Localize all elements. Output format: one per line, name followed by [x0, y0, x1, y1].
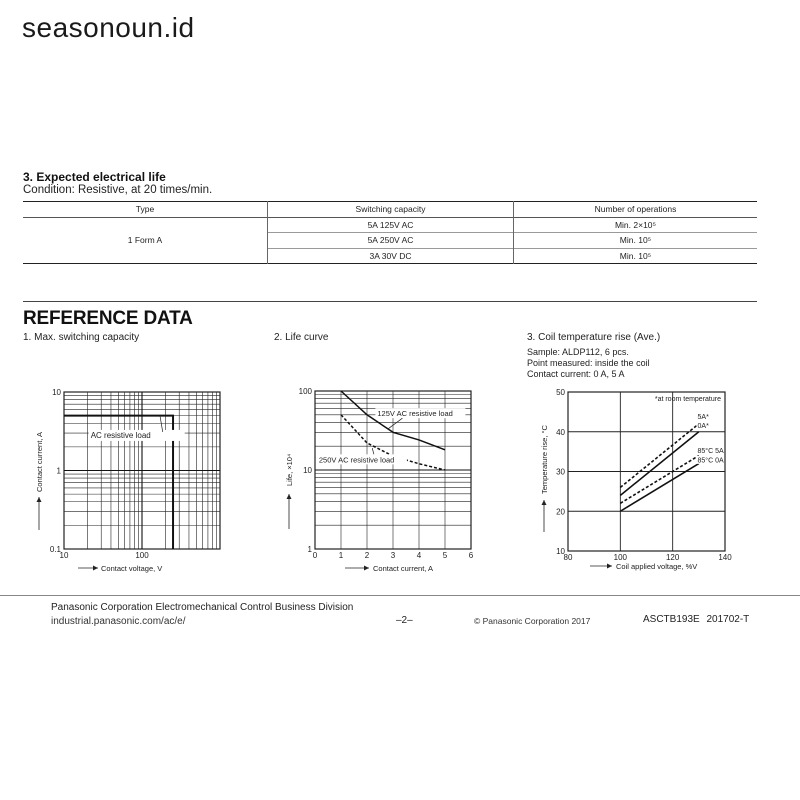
y-tick-label: 40 — [556, 427, 565, 437]
series-label: 85°C 5A — [697, 448, 724, 456]
chart3-note-sample: Sample: ALDP112, 6 pcs. — [527, 347, 629, 357]
max-switching-capacity-chart — [0, 380, 260, 580]
x-axis-arrow-head — [93, 566, 98, 571]
y-axis-arrow-head — [37, 497, 42, 502]
chart3-note-point: Point measured: inside the coil — [527, 358, 650, 368]
x-tick-label: 140 — [718, 553, 732, 562]
y-tick-label: 10 — [303, 466, 312, 475]
life-curve-chart — [265, 380, 515, 580]
y-axis-label: Contact current, A — [35, 431, 44, 492]
y-tick-label: 0.1 — [49, 545, 61, 554]
series-label: 250V AC resistive load — [318, 455, 395, 465]
x-tick-label: 3 — [390, 551, 396, 560]
chart-annotation: *at room temperature — [654, 396, 721, 403]
capacity-cell: 5A 250V AC — [268, 233, 514, 249]
x-tick-label: 6 — [468, 551, 474, 560]
x-axis-arrow-head — [364, 566, 369, 571]
y-axis-label: Life, ×10⁴ — [285, 453, 294, 486]
series-label: 0A* — [697, 422, 709, 430]
y-axis-label: Temperature rise, °C — [540, 425, 549, 494]
header-number-of-operations: Number of operations — [514, 202, 758, 218]
x-tick-label: 2 — [364, 551, 370, 560]
section-title: 3. Expected electrical life — [23, 170, 166, 184]
operations-cell: Min. 2×10⁵ — [514, 217, 758, 233]
x-tick-label: 5 — [442, 551, 448, 560]
type-cell: 1 Form A — [127, 235, 163, 246]
series-label-leader — [160, 416, 163, 432]
series-label: 125V AC resistive load — [377, 409, 453, 419]
footer-company: Panasonic Corporation Electromechanical Control Business Division — [51, 602, 354, 613]
operations-cell: Min. 10⁵ — [514, 248, 758, 264]
reference-data-title: REFERENCE DATA — [23, 308, 193, 329]
x-tick-label: 120 — [665, 553, 680, 562]
footer-copyright: © Panasonic Corporation 2017 — [474, 616, 591, 626]
footer-url[interactable]: industrial.panasonic.com/ac/e/ — [51, 616, 186, 627]
footer-divider — [0, 595, 800, 596]
watermark-text: seasonoun.id — [22, 12, 195, 43]
y-tick-label: 20 — [556, 507, 565, 517]
series-label: 5A* — [697, 414, 709, 422]
chart3-caption: 3. Coil temperature rise (Ave.) — [527, 332, 661, 343]
electrical-life-table — [23, 201, 757, 264]
footer-page-number: –2– — [396, 615, 413, 626]
y-tick-label: 10 — [556, 547, 565, 556]
capacity-cell: 5A 125V AC — [268, 217, 514, 233]
x-tick-label: 100 — [613, 553, 628, 562]
series-label-leader — [388, 418, 403, 429]
series-label: AC resistive load — [90, 430, 151, 440]
series-line — [620, 464, 699, 512]
capacity-cell: 3A 30V DC — [268, 248, 514, 264]
x-tick-label: 100 — [135, 551, 149, 560]
series-line — [620, 424, 699, 488]
y-tick-label: 1 — [307, 545, 312, 554]
y-tick-label: 10 — [52, 388, 61, 397]
y-tick-label: 1 — [56, 466, 61, 476]
x-axis-label: Coil applied voltage, %V — [616, 562, 698, 571]
section-condition: Condition: Resistive, at 20 times/min. — [23, 184, 213, 196]
y-axis-arrow-head — [542, 500, 547, 505]
y-tick-label: 100 — [298, 387, 312, 396]
footer-document-code: ASCTB193E 201702-T — [643, 614, 750, 625]
header-type: Type — [135, 204, 155, 215]
x-tick-label: 1 — [338, 551, 344, 560]
table-row — [23, 217, 757, 233]
x-axis-label: Contact current, A — [373, 564, 434, 573]
chart3-note-current: Contact current: 0 A, 5 A — [527, 369, 625, 379]
x-axis-label: Contact voltage, V — [101, 564, 163, 573]
y-axis-arrow-head — [287, 494, 292, 499]
x-axis-arrow-head — [607, 564, 612, 569]
section-divider — [23, 301, 757, 302]
coil-temperature-rise-chart — [520, 380, 780, 580]
x-tick-label: 4 — [416, 551, 422, 560]
series-label-leader — [372, 448, 374, 454]
header-switching-capacity: Switching capacity — [268, 202, 514, 218]
series-label: 85°C 0A — [697, 457, 724, 465]
chart2-caption: 2. Life curve — [274, 332, 329, 343]
y-tick-label: 30 — [556, 467, 565, 477]
x-tick-label: 80 — [563, 553, 573, 562]
table-header-row — [23, 202, 757, 218]
operations-cell: Min. 10⁵ — [514, 233, 758, 249]
x-tick-label: 10 — [59, 551, 69, 560]
chart1-caption: 1. Max. switching capacity — [23, 332, 140, 343]
x-tick-label: 0 — [312, 551, 318, 560]
y-tick-label: 50 — [556, 388, 565, 397]
